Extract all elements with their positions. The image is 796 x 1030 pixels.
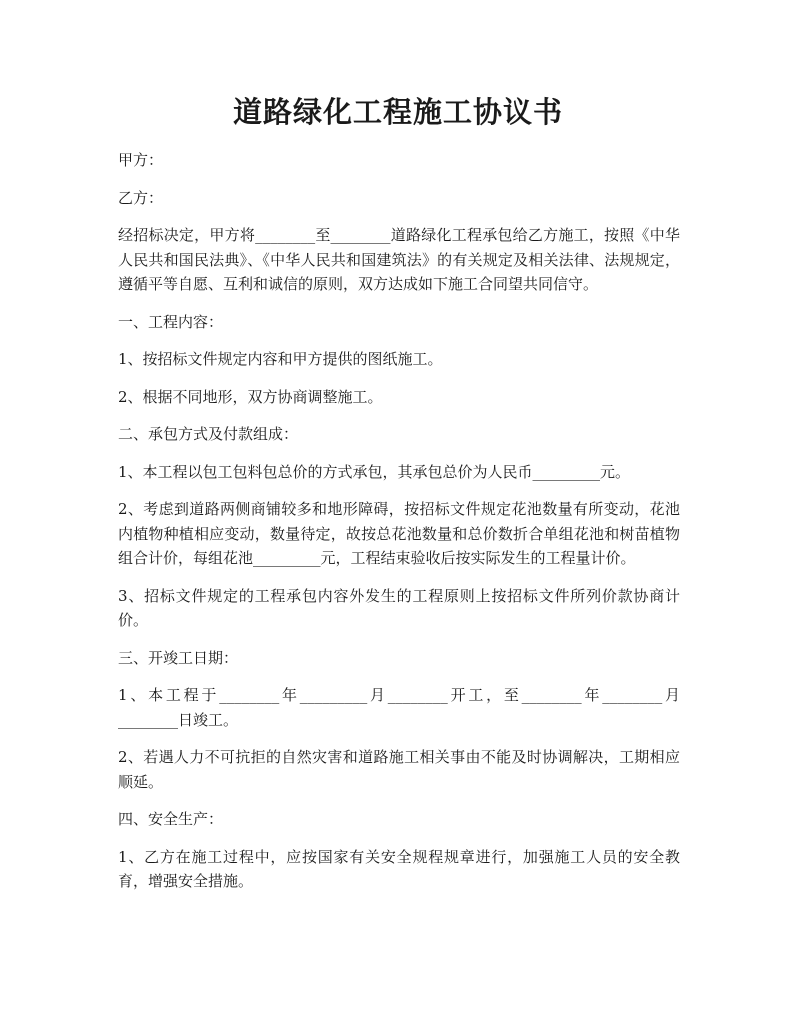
party-b-line: 乙方： [118,188,164,207]
preamble-paragraph: 经招标决定，甲方将________至________道路绿化工程承包给乙方施工，按照《中华人民共和国民法典》、《中华人民共和国建筑法》的有关规定及相关法律、法规规定，遵循平等自愿、互利和诚信的原则，双方达成如下施工合同望共同信守。 [118,226,680,293]
section-3-item-1: 1、本工程于________年_________月________开工，至________年________月________日竣工。 [118,686,680,729]
section-4-item-1: 1、乙方在施工过程中，应按国家有关安全规程规章进行，加强施工人员的安全教育，增强安全措施。 [118,847,680,890]
section-2-item-3: 3、招标文件规定的工程承包内容外发生的工程原则上按招标文件所列价款协商计价。 [118,586,680,629]
party-a-line: 甲方： [118,151,164,169]
document-body [118,148,680,907]
section-2-heading: 二、承包方式及付款组成： [118,425,299,443]
section-1-item-2: 2、根据不同地形，双方协商调整施工。 [118,387,383,406]
section-1-heading: 一、工程内容： [118,312,224,331]
section-1-item-1: 1、按招标文件规定内容和甲方提供的图纸施工。 [118,350,443,368]
section-3-heading: 三、开竣工日期： [118,648,239,667]
document-title: 道路绿化工程施工协议书 [232,95,563,129]
section-2-item-1: 1、本工程以包工包料包总价的方式承包，其承包总价为人民币_________元。 [118,462,631,481]
section-2-item-2: 2、考虑到道路两侧商铺较多和地形障碍，按招标文件规定花池数量有所变动，花池内植物种植相应变动，数量待定，故按总花池数量和总价数折合单组花池和树苗植物组合计价，每组花池_________元，工程结束验收后按实际发生的工程量计价。 [118,500,680,567]
section-3-item-2: 2、若遇人力不可抗拒的自然灾害和道路施工相关事由不能及时协调解决，工期相应顺延。 [118,748,680,791]
section-4-heading: 四、安全生产： [118,810,224,828]
